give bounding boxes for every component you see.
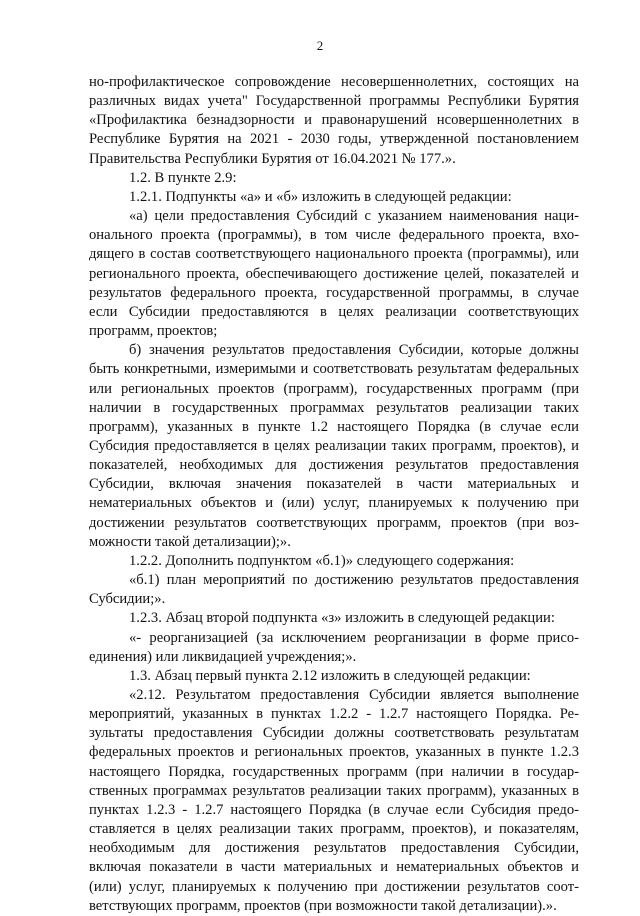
paragraph-subclause-a: «а) цели предоставления Субсидий с указанием наименования национального проекта (программы), в том числе федерального проекта, входящего в состав соответствующего национального проекта (программы), или регионального проекта, обеспечивающего достижение целей, показателей и результатов федерального проекта, государственной программы, в случае если Субсидии предоставляются в целях реализации соответствующих программ, проектов;: [89, 208, 579, 340]
paragraph-clause-1-3: 1.3. Абзац первый пункта 2.12 изложить в следующей редакции:: [129, 667, 531, 684]
paragraph-clause-1-2-2: 1.2.2. Дополнить подпунктом «б.1)» следующего содержания:: [129, 552, 515, 569]
paragraph-clause-1-2: 1.2. В пункте 2.9:: [129, 169, 237, 186]
paragraph-clause-2-12: «2.12. Результатом предоставления Субсидии является выполнение мероприятий, указанных в пунктах 1.2.2 - 1.2.7 настоящего Порядка. Результаты предоставления Субсидии должны соответствовать результатам федеральных проектов и региональных проектов, указанных в пункте 1.2.3 настоящего Порядка, государственных программ (при наличии в государственных программах результатов реализации таких программ), указанных в пунктах 1.2.3 - 1.2.7 настоящего Порядка (в случае если Субсидия предоставляется в целях реализации таких программ, проектов), и показателям, необходимым для достижения результатов предоставления Субсидии, включая показатели в части материальных и нематериальных объектов и (или) услуг, планируемых к получению при достижении результатов соответствующих программ, проектов (при возможности такой детализации).».: [89, 687, 579, 914]
document-body: [89, 73, 579, 916]
paragraph-continuation: но-профилактическое сопровождение несовершеннолетних, состоящих на различных видах учета" Государственной программы Республики Бурятия «Профилактика безнадзорности и правонарушений нсовершеннолетних в Республике Бурятия на 2021 - 2030 годы, утвержденной постановлением Правительства Республики Бурятия от 16.04.2021 № 177.».: [89, 74, 579, 167]
paragraph-clause-1-2-1: 1.2.1. Подпункты «а» и «б» изложить в следующей редакции:: [129, 188, 512, 205]
paragraph-subclause-b: б) значения результатов предоставления Субсидии, которые должны быть конкретными, измеримыми и соответствовать результатам федеральных или региональных проектов (программ), государственных программ (при наличии в государственных программах результатов реализации таких программ), указанных в пункте 1.2 настоящего Порядка (в случае если Субсидия предоставляется в целях реализации таких программ, проектов), и показателей, необходимых для достижения результатов предоставления Субсидии, включая значения показателей в части материальных и нематериальных объектов и (или) услуг, планируемых к получению при достижении результатов соответствующих программ, проектов (при возможности такой детализации);».: [89, 342, 579, 550]
paragraph-clause-1-2-3: 1.2.3. Абзац второй подпункта «з» изложить в следующей редакции:: [129, 610, 555, 627]
paragraph-reorganization: «- реорганизацией (за исключением реорганизации в форме присоединения) или ликвидацией учреждения;».: [89, 629, 579, 665]
paragraph-subclause-b1: «б.1) план мероприятий по достижению результатов предоставления Субсидии;».: [89, 572, 579, 608]
page-number: 2: [316, 38, 324, 53]
